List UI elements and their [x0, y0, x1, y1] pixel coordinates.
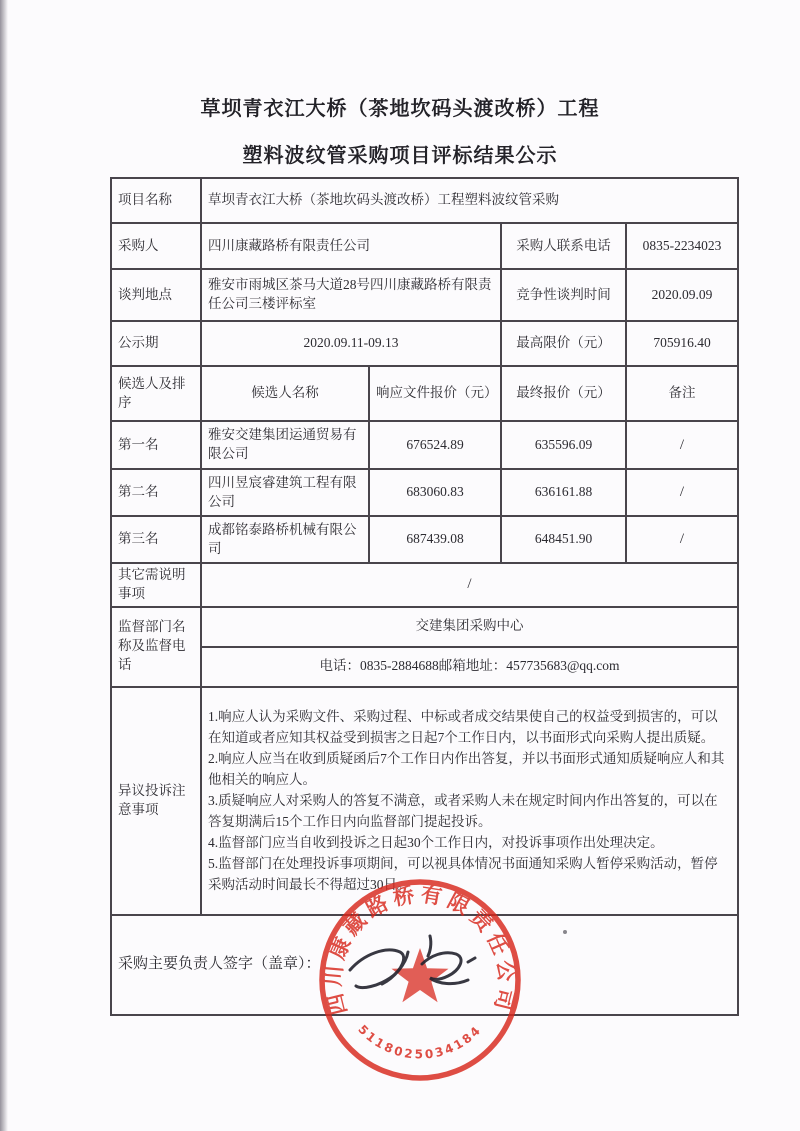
row-project-name: [111, 178, 738, 223]
title-line-2: 塑料波纹管采购项目评标结果公示: [242, 145, 558, 167]
negotiation-time-value: 2020.09.09: [626, 269, 738, 321]
row-other-notes: [111, 563, 738, 607]
scan-speck: [563, 930, 567, 934]
complaint-item-2: 2.响应人应当在收到质疑函后7个工作日内作出答复，并以书面形式通知质疑响应人和其他相关的响应人。: [208, 751, 725, 788]
stamp-code-text: 5118025034184: [355, 1022, 485, 1062]
header-rank: 候选人及排序: [111, 366, 201, 421]
negotiation-place-label: 谈判地点: [111, 269, 201, 321]
candidate-remark: /: [626, 421, 738, 469]
row-negotiation-place: [111, 269, 738, 321]
candidate-remark: /: [626, 469, 738, 516]
table-row-candidate-3: [111, 516, 738, 563]
table-row-candidate-2: [111, 469, 738, 516]
row-complaint-notes: [111, 687, 738, 915]
header-final-price: 最终报价（元）: [501, 366, 626, 421]
project-name-value: 草坝青衣江大桥（茶地坎码头渡改桥）工程塑料波纹管采购: [201, 178, 738, 223]
candidate-rank: 第二名: [111, 469, 201, 516]
purchaser-label: 采购人: [111, 223, 201, 269]
header-candidate-name: 候选人名称: [201, 366, 369, 421]
stamp-company-text: 四川康藏路桥有限责任公司: [321, 882, 519, 1018]
scan-edge-shadow: [0, 0, 8, 1131]
supervision-contact-value: 电话：0835-2884688邮箱地址：457735683@qq.com: [201, 647, 738, 687]
candidate-rank: 第一名: [111, 421, 201, 469]
candidate-name: 成都铭泰路桥机械有限公司: [201, 516, 369, 563]
row-signature: [111, 915, 738, 1015]
complaint-item-5: 5.监督部门在处理投诉事项期间，可以视具体情况书面通知采购人暂停采购活动，暂停采购活动时间最长不得超过30日。: [208, 856, 718, 893]
supervision-label: 监督部门名称及监督电话: [111, 607, 201, 687]
row-supervision-contact: [111, 647, 738, 687]
complaint-label: 异议投诉注意事项: [111, 687, 201, 915]
purchaser-phone-label: 采购人联系电话: [501, 223, 626, 269]
other-notes-label: 其它需说明事项: [111, 563, 201, 607]
candidate-doc-price: 676524.89: [369, 421, 501, 469]
candidate-doc-price: 687439.08: [369, 516, 501, 563]
candidate-final-price: 648451.90: [501, 516, 626, 563]
complaint-item-1: 1.响应人认为采购文件、采购过程、中标或者成交结果使自己的权益受到损害的，可以在知道或者应知其权益受到损害之日起7个工作日内，以书面形式向采购人提出质疑。: [208, 709, 718, 746]
candidate-remark: /: [626, 516, 738, 563]
candidate-rank: 第三名: [111, 516, 201, 563]
negotiation-place-value: 雅安市雨城区茶马大道28号四川康藏路桥有限责任公司三楼评标室: [201, 269, 501, 321]
row-supervision-dept: [111, 607, 738, 647]
row-purchaser: [111, 223, 738, 269]
svg-text:5118025034184: [355, 1022, 484, 1061]
publicity-period-value: 2020.09.11-09.13: [201, 321, 501, 366]
project-name-label: 项目名称: [111, 178, 201, 223]
complaint-notes-body: [201, 687, 738, 915]
purchaser-phone-value: 0835-2234023: [626, 223, 738, 269]
title-line-1: 草坝青衣江大桥（茶地坎码头渡改桥）工程: [200, 98, 600, 120]
row-candidate-header: [111, 366, 738, 421]
max-price-value: 705916.40: [626, 321, 738, 366]
purchaser-value: 四川康藏路桥有限责任公司: [201, 223, 501, 269]
supervision-dept-value: 交建集团采购中心: [201, 607, 738, 647]
complaint-item-3: 3.质疑响应人对采购人的答复不满意，或者采购人未在规定时间内作出答复的，可以在答复期满后15个工作日内向监督部门提起投诉。: [208, 793, 718, 830]
negotiation-time-label: 竞争性谈判时间: [501, 269, 626, 321]
header-remark: 备注: [626, 366, 738, 421]
publicity-period-label: 公示期: [111, 321, 201, 366]
candidate-name: 四川昱宸睿建筑工程有限公司: [201, 469, 369, 516]
candidate-name: 雅安交建集团运通贸易有限公司: [201, 421, 369, 469]
signature-label: 采购主要负责人签字（盖章）：: [118, 956, 321, 973]
table-row-candidate-1: [111, 421, 738, 469]
candidate-doc-price: 683060.83: [369, 469, 501, 516]
candidate-final-price: 635596.09: [501, 421, 626, 469]
row-publicity-period: [111, 321, 738, 366]
candidate-final-price: 636161.88: [501, 469, 626, 516]
header-doc-price: 响应文件报价（元）: [369, 366, 501, 421]
complaint-item-4: 4.监督部门应当自收到投诉之日起30个工作日内，对投诉事项作出处理决定。: [208, 835, 664, 851]
other-notes-value: /: [201, 563, 738, 607]
document-title: [0, 92, 800, 168]
bid-results-table: [110, 177, 739, 1016]
signature-cell: [111, 915, 738, 1015]
max-price-label: 最高限价（元）: [501, 321, 626, 366]
